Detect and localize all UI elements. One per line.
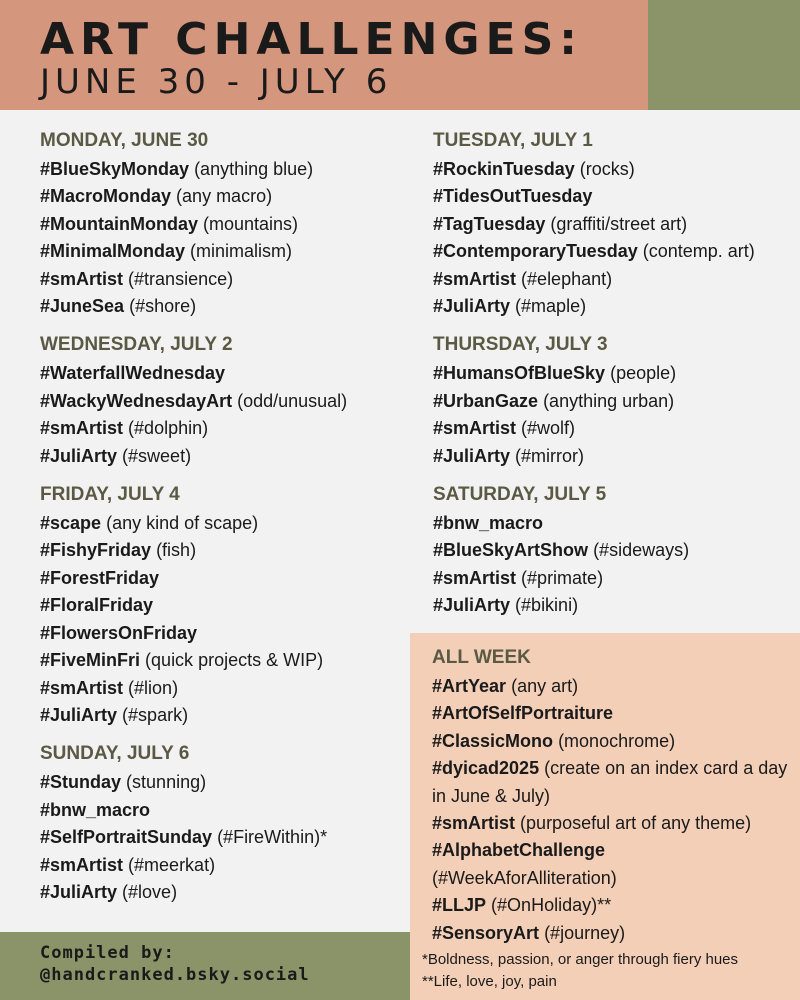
hashtag-item bbox=[432, 728, 792, 755]
hashtag-description: (odd/unusual) bbox=[237, 390, 348, 411]
day-section-sunday bbox=[40, 741, 347, 906]
credit-handle: @handcranked.bsky.social bbox=[40, 965, 310, 985]
hashtag[interactable]: #smArtist bbox=[433, 418, 517, 439]
hashtag-item bbox=[433, 415, 755, 442]
hashtag-item bbox=[432, 892, 792, 919]
hashtag[interactable]: #smArtist bbox=[40, 854, 124, 875]
hashtag-description: (mountains) bbox=[203, 213, 299, 234]
hashtag-item bbox=[433, 565, 755, 592]
hashtag-item bbox=[40, 443, 347, 470]
hashtag-description: (#dolphin) bbox=[128, 418, 209, 439]
hashtag-description: (create on an index card a day in June & July) bbox=[432, 758, 788, 806]
page-title: ART CHALLENGES: bbox=[40, 14, 583, 65]
hashtag[interactable]: #ContemporaryTuesday bbox=[433, 241, 638, 262]
hashtag[interactable]: #Stunday bbox=[40, 772, 122, 793]
hashtag[interactable]: #MountainMonday bbox=[40, 213, 198, 234]
hashtag-description: (rocks) bbox=[579, 159, 635, 179]
hashtag-item bbox=[40, 879, 347, 906]
hashtag-item bbox=[432, 700, 792, 727]
hashtag-item bbox=[432, 755, 792, 810]
hashtag-description: (#WeekAforAlliteration) bbox=[432, 867, 617, 888]
hashtag[interactable]: #dyicad2025 bbox=[432, 758, 540, 779]
hashtag[interactable]: #scape bbox=[40, 513, 102, 534]
hashtag-description: (#spark) bbox=[122, 704, 189, 725]
hashtag-item bbox=[40, 510, 347, 537]
hashtag-item bbox=[40, 702, 347, 729]
credit-text bbox=[40, 942, 310, 986]
hashtag-item bbox=[40, 592, 347, 619]
hashtag-description: (quick projects & WIP) bbox=[145, 650, 324, 671]
header-accent-block bbox=[648, 0, 800, 110]
hashtag-description: (#FireWithin)* bbox=[217, 827, 328, 848]
hashtag-item bbox=[40, 675, 347, 702]
hashtag-description: (#meerkat) bbox=[128, 854, 216, 875]
hashtag-description: (#lion) bbox=[128, 677, 179, 698]
day-section-tuesday bbox=[433, 128, 755, 320]
hashtag[interactable]: #bnw_macro bbox=[40, 799, 151, 820]
day-title: TUESDAY, JULY 1 bbox=[433, 130, 593, 151]
hashtag[interactable]: #JuliArty bbox=[433, 296, 511, 317]
hashtag-item bbox=[433, 537, 755, 564]
day-section-friday bbox=[40, 482, 347, 729]
day-section-monday bbox=[40, 128, 347, 320]
hashtag-item bbox=[433, 510, 755, 537]
hashtag[interactable]: #RockinTuesday bbox=[433, 159, 575, 179]
hashtag-item bbox=[432, 810, 792, 837]
hashtag[interactable]: #JuliArty bbox=[40, 704, 118, 725]
hashtag-item bbox=[40, 211, 347, 238]
hashtag[interactable]: #JuneSea bbox=[40, 296, 125, 317]
day-title: FRIDAY, JULY 4 bbox=[40, 484, 180, 506]
credit-label: Compiled by: bbox=[40, 943, 175, 963]
day-title: WEDNESDAY, JULY 2 bbox=[40, 334, 233, 356]
hashtag-item bbox=[433, 266, 755, 293]
hashtag-item bbox=[40, 360, 347, 387]
hashtag[interactable]: #WackyWednesdayArt bbox=[40, 390, 233, 411]
date-range-title: JUNE 30 - JULY 6 bbox=[40, 62, 393, 102]
hashtag[interactable]: #smArtist bbox=[433, 567, 517, 588]
hashtag-description: (contemp. art) bbox=[642, 241, 755, 262]
hashtag[interactable]: #FloralFriday bbox=[40, 595, 154, 616]
hashtag[interactable]: #smArtist bbox=[40, 677, 124, 698]
footnote: **Life, love, joy, pain bbox=[422, 973, 557, 990]
hashtag-description: (#journey) bbox=[544, 922, 626, 943]
hashtag-description: (#wolf) bbox=[521, 418, 576, 439]
hashtag[interactable]: #BlueSkyMonday bbox=[40, 159, 190, 179]
hashtag-item bbox=[433, 238, 755, 265]
hashtag[interactable]: #TidesOutTuesday bbox=[433, 186, 593, 207]
hashtag-item bbox=[433, 592, 755, 619]
hashtag[interactable]: #smArtist bbox=[432, 813, 516, 834]
hashtag-item bbox=[432, 920, 792, 947]
hashtag-item bbox=[40, 183, 347, 210]
hashtag-description: (#transience) bbox=[128, 268, 234, 289]
hashtag-description: (graffiti/street art) bbox=[550, 213, 688, 234]
hashtag[interactable]: #smArtist bbox=[40, 268, 124, 289]
hashtag[interactable]: #JuliArty bbox=[433, 595, 511, 616]
hashtag[interactable]: #FishyFriday bbox=[40, 540, 152, 561]
hashtag[interactable]: #FiveMinFri bbox=[40, 650, 141, 671]
hashtag-item bbox=[40, 852, 347, 879]
day-title: THURSDAY, JULY 3 bbox=[433, 334, 608, 356]
hashtag-description: (purposeful art of any theme) bbox=[520, 813, 752, 834]
hashtag-description: (#shore) bbox=[129, 296, 197, 317]
hashtag[interactable]: #AlphabetChallenge bbox=[432, 840, 606, 861]
hashtag[interactable]: #HumansOfBlueSky bbox=[433, 363, 606, 384]
hashtag-item bbox=[40, 620, 347, 647]
hashtag-item bbox=[40, 388, 347, 415]
hashtag-item bbox=[40, 769, 347, 796]
hashtag[interactable]: #MacroMonday bbox=[40, 186, 172, 207]
hashtag[interactable]: #UrbanGaze bbox=[433, 390, 539, 411]
hashtag-item bbox=[40, 238, 347, 265]
footnotes bbox=[422, 949, 738, 993]
hashtag-item bbox=[433, 183, 755, 210]
hashtag[interactable]: #smArtist bbox=[40, 418, 124, 439]
hashtag-description: (any kind of scape) bbox=[106, 513, 259, 534]
hashtag-item bbox=[432, 837, 792, 892]
hashtag-description: (people) bbox=[610, 363, 677, 384]
hashtag-description: (#mirror) bbox=[515, 445, 585, 466]
day-section-saturday bbox=[433, 482, 755, 620]
hashtag-description: (#primate) bbox=[521, 567, 604, 588]
hashtag-description: (#maple) bbox=[515, 296, 587, 317]
hashtag-item bbox=[40, 293, 347, 320]
hashtag-item bbox=[433, 293, 755, 320]
hashtag[interactable]: #FlowersOnFriday bbox=[40, 622, 198, 643]
footnote: *Boldness, passion, or anger through fiery hues bbox=[422, 951, 739, 968]
hashtag[interactable]: #smArtist bbox=[433, 268, 517, 289]
hashtag[interactable]: #ArtOfSelfPortraiture bbox=[432, 703, 614, 724]
hashtag-item bbox=[433, 388, 755, 415]
day-title: MONDAY, JUNE 30 bbox=[40, 130, 209, 151]
hashtag-description: (minimalism) bbox=[190, 241, 293, 262]
hashtag-description: (#bikini) bbox=[515, 595, 579, 616]
hashtag-item bbox=[40, 415, 347, 442]
hashtag-description: (stunning) bbox=[126, 772, 207, 793]
hashtag-description: (anything urban) bbox=[543, 390, 675, 411]
day-title: SATURDAY, JULY 5 bbox=[433, 484, 607, 506]
all-week-panel bbox=[410, 633, 800, 1000]
day-title: SUNDAY, JULY 6 bbox=[40, 743, 190, 765]
right-column bbox=[433, 128, 755, 632]
hashtag[interactable]: #bnw_macro bbox=[433, 513, 544, 534]
hashtag-item bbox=[40, 266, 347, 293]
day-section-thursday bbox=[433, 332, 755, 470]
left-column bbox=[40, 128, 347, 918]
hashtag[interactable]: #WaterfallWednesday bbox=[40, 363, 226, 384]
hashtag-item bbox=[40, 537, 347, 564]
hashtag[interactable]: #BlueSkyArtShow bbox=[433, 540, 589, 561]
hashtag-item bbox=[40, 647, 347, 674]
hashtag-description: (#elephant) bbox=[521, 268, 613, 289]
hashtag[interactable]: #ArtYear bbox=[432, 676, 507, 696]
hashtag[interactable]: #ForestFriday bbox=[40, 567, 160, 588]
hashtag-description: (#OnHoliday)** bbox=[491, 895, 612, 916]
hashtag-item bbox=[433, 443, 755, 470]
hashtag-description: (#love) bbox=[122, 881, 178, 902]
hashtag[interactable]: #JuliArty bbox=[40, 445, 118, 466]
hashtag-description: (fish) bbox=[156, 540, 197, 561]
hashtag-item bbox=[40, 797, 347, 824]
credit-footer bbox=[0, 932, 410, 1000]
hashtag-description: (#sweet) bbox=[122, 445, 192, 466]
hashtag-description: (any art) bbox=[511, 676, 579, 696]
hashtag[interactable]: #LLJP bbox=[432, 895, 487, 916]
hashtag[interactable]: #JuliArty bbox=[40, 881, 118, 902]
hashtag-description: (anything blue) bbox=[194, 159, 314, 179]
hashtag-item bbox=[433, 156, 755, 183]
day-title: ALL WEEK bbox=[432, 647, 531, 668]
hashtag[interactable]: #TagTuesday bbox=[433, 213, 546, 234]
hashtag-item bbox=[433, 360, 755, 387]
hashtag-description: (any macro) bbox=[176, 186, 273, 207]
hashtag[interactable]: #MinimalMonday bbox=[40, 241, 186, 262]
hashtag-description: (monochrome) bbox=[558, 730, 676, 751]
hashtag-item bbox=[40, 565, 347, 592]
hashtag-item bbox=[40, 824, 347, 851]
hashtag[interactable]: #ClassicMono bbox=[432, 730, 554, 751]
hashtag[interactable]: #JuliArty bbox=[433, 445, 511, 466]
hashtag[interactable]: #SensoryArt bbox=[432, 922, 540, 943]
day-section-wednesday bbox=[40, 332, 347, 470]
day-section-all-week bbox=[432, 645, 792, 947]
hashtag-item bbox=[40, 156, 347, 183]
hashtag-item bbox=[432, 673, 792, 700]
title-banner bbox=[0, 0, 648, 110]
hashtag-item bbox=[433, 211, 755, 238]
hashtag-description: (#sideways) bbox=[593, 540, 690, 561]
hashtag[interactable]: #SelfPortraitSunday bbox=[40, 827, 213, 848]
